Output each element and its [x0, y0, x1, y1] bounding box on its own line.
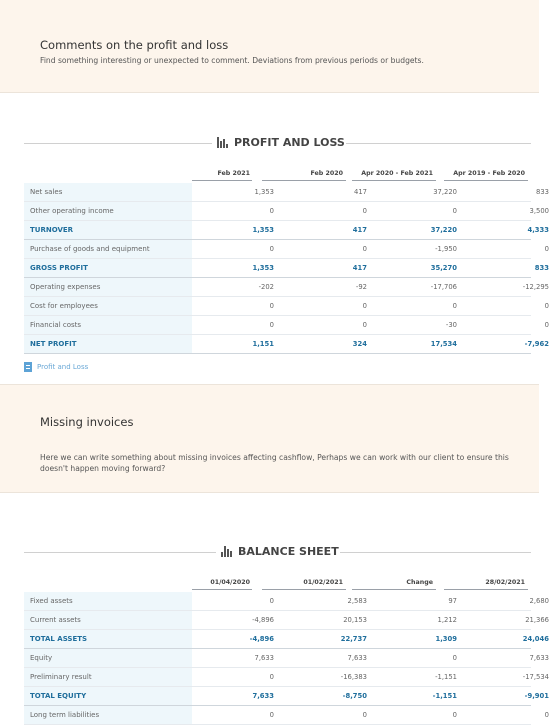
table-row	[24, 649, 549, 668]
table-row	[24, 221, 549, 240]
cell: 3,500	[529, 207, 549, 215]
cell: -16,383	[340, 673, 367, 681]
cell: 0	[452, 654, 457, 662]
row-label: TURNOVER	[24, 221, 192, 239]
table-row	[24, 183, 549, 202]
cell: 0	[544, 321, 549, 329]
row-label: Net sales	[24, 183, 192, 201]
cell: -1,950	[435, 245, 457, 253]
row-label: Equity	[24, 649, 192, 667]
cell: -4,896	[252, 616, 274, 624]
cell: 1,353	[252, 264, 274, 272]
cell: 21,366	[525, 616, 549, 624]
cell: 37,220	[430, 226, 457, 234]
cell: -92	[355, 283, 367, 291]
report-icon	[217, 137, 228, 148]
row-label: Current assets	[24, 611, 192, 629]
pnl-col-2: Feb 2020	[310, 170, 343, 177]
table-row	[24, 259, 549, 278]
cell: 4,333	[527, 226, 549, 234]
cell: 417	[352, 226, 367, 234]
cell: 1,151	[252, 340, 274, 348]
table-row	[24, 592, 549, 611]
cell: 0	[452, 302, 457, 310]
cell: -12,295	[522, 283, 549, 291]
comment-box-profit-loss	[0, 0, 539, 93]
bs-col-3: Change	[406, 579, 433, 586]
cell: 0	[452, 207, 457, 215]
row-label: GROSS PROFIT	[24, 259, 192, 277]
cell: 2,583	[347, 597, 367, 605]
cell: 0	[269, 673, 274, 681]
cell: -8,750	[342, 692, 367, 700]
cell: 833	[536, 188, 549, 196]
cell: -4,896	[249, 635, 274, 643]
cell: 417	[352, 264, 367, 272]
cell: 0	[452, 711, 457, 719]
cell: 0	[362, 711, 367, 719]
cell: 7,633	[347, 654, 367, 662]
comment-title: Missing invoices	[40, 415, 134, 429]
cell: -7,962	[524, 340, 549, 348]
bs-section-header	[24, 544, 531, 560]
comment-text: Here we can write something about missing invoices affecting cashflow, Perhaps we can work with our client to ensure this doesn't happen moving forward?	[40, 453, 509, 473]
cell: 7,633	[529, 654, 549, 662]
cell: 0	[269, 321, 274, 329]
cell: 7,633	[252, 692, 274, 700]
cell: 1,353	[252, 226, 274, 234]
row-label: Other operating income	[24, 202, 192, 220]
table-row	[24, 335, 549, 354]
cell: 97	[448, 597, 457, 605]
cell: 20,153	[343, 616, 367, 624]
bs-title: BALANCE SHEET	[238, 545, 339, 558]
row-label: Operating expenses	[24, 278, 192, 296]
cell: 0	[269, 245, 274, 253]
cell: 0	[269, 207, 274, 215]
table-row	[24, 611, 549, 630]
row-label: TOTAL EQUITY	[24, 687, 192, 705]
table-row	[24, 687, 549, 706]
pnl-col-4: Apr 2019 - Feb 2020	[453, 170, 525, 177]
table-row	[24, 297, 549, 316]
comment-box-missing-invoices	[0, 384, 539, 493]
cell: -202	[258, 283, 274, 291]
cell: 0	[544, 302, 549, 310]
pnl-title: PROFIT AND LOSS	[234, 136, 345, 149]
cell: 35,270	[430, 264, 457, 272]
cell: -9,901	[524, 692, 549, 700]
cell: 37,220	[433, 188, 457, 196]
row-label: Long term liabilities	[24, 706, 192, 724]
bs-col-1: 01/04/2020	[210, 579, 250, 586]
cell: 7,633	[254, 654, 274, 662]
cell: 17,534	[430, 340, 457, 348]
row-label: Cost for employees	[24, 297, 192, 315]
row-label: Financial costs	[24, 316, 192, 334]
pnl-section-header	[24, 135, 531, 151]
cell: 0	[544, 245, 549, 253]
cell: 1,353	[254, 188, 274, 196]
cell: 0	[362, 207, 367, 215]
cell: 833	[534, 264, 549, 272]
table-row	[24, 278, 549, 297]
cell: 1,309	[435, 635, 457, 643]
comment-text: Find something interesting or unexpected to comment. Deviations from previous periods or budgets.	[40, 56, 424, 65]
cell: 1,212	[437, 616, 457, 624]
cell: -1,151	[435, 673, 457, 681]
row-label: Purchase of goods and equipment	[24, 240, 192, 258]
row-label: NET PROFIT	[24, 335, 192, 353]
cell: 417	[354, 188, 367, 196]
cell: 324	[352, 340, 367, 348]
cell: -1,151	[432, 692, 457, 700]
document-icon	[24, 362, 32, 372]
pnl-caption-link[interactable]	[24, 362, 88, 372]
table-row	[24, 630, 549, 649]
cell: 0	[269, 302, 274, 310]
cell: -17,706	[430, 283, 457, 291]
cell: 0	[269, 711, 274, 719]
bs-col-2: 01/02/2021	[303, 579, 343, 586]
table-row	[24, 668, 549, 687]
cell: 0	[362, 321, 367, 329]
table-row	[24, 706, 549, 725]
cell: 0	[362, 245, 367, 253]
comment-title: Comments on the profit and loss	[40, 38, 229, 52]
pnl-col-1: Feb 2021	[217, 170, 250, 177]
row-label: TOTAL ASSETS	[24, 630, 192, 648]
row-label: Preliminary result	[24, 668, 192, 686]
pnl-col-3: Apr 2020 - Feb 2021	[361, 170, 433, 177]
bs-col-4: 28/02/2021	[485, 579, 525, 586]
cell: 0	[362, 302, 367, 310]
cell: 0	[269, 597, 274, 605]
row-label: Fixed assets	[24, 592, 192, 610]
pnl-caption-label: Profit and Loss	[37, 363, 89, 371]
balance-icon	[221, 546, 232, 557]
cell: 0	[544, 711, 549, 719]
table-row	[24, 240, 549, 259]
cell: 24,046	[522, 635, 549, 643]
cell: 22,737	[340, 635, 367, 643]
table-row	[24, 202, 549, 221]
cell: -30	[445, 321, 457, 329]
cell: 2,680	[529, 597, 549, 605]
table-row	[24, 316, 549, 335]
cell: -17,534	[522, 673, 549, 681]
